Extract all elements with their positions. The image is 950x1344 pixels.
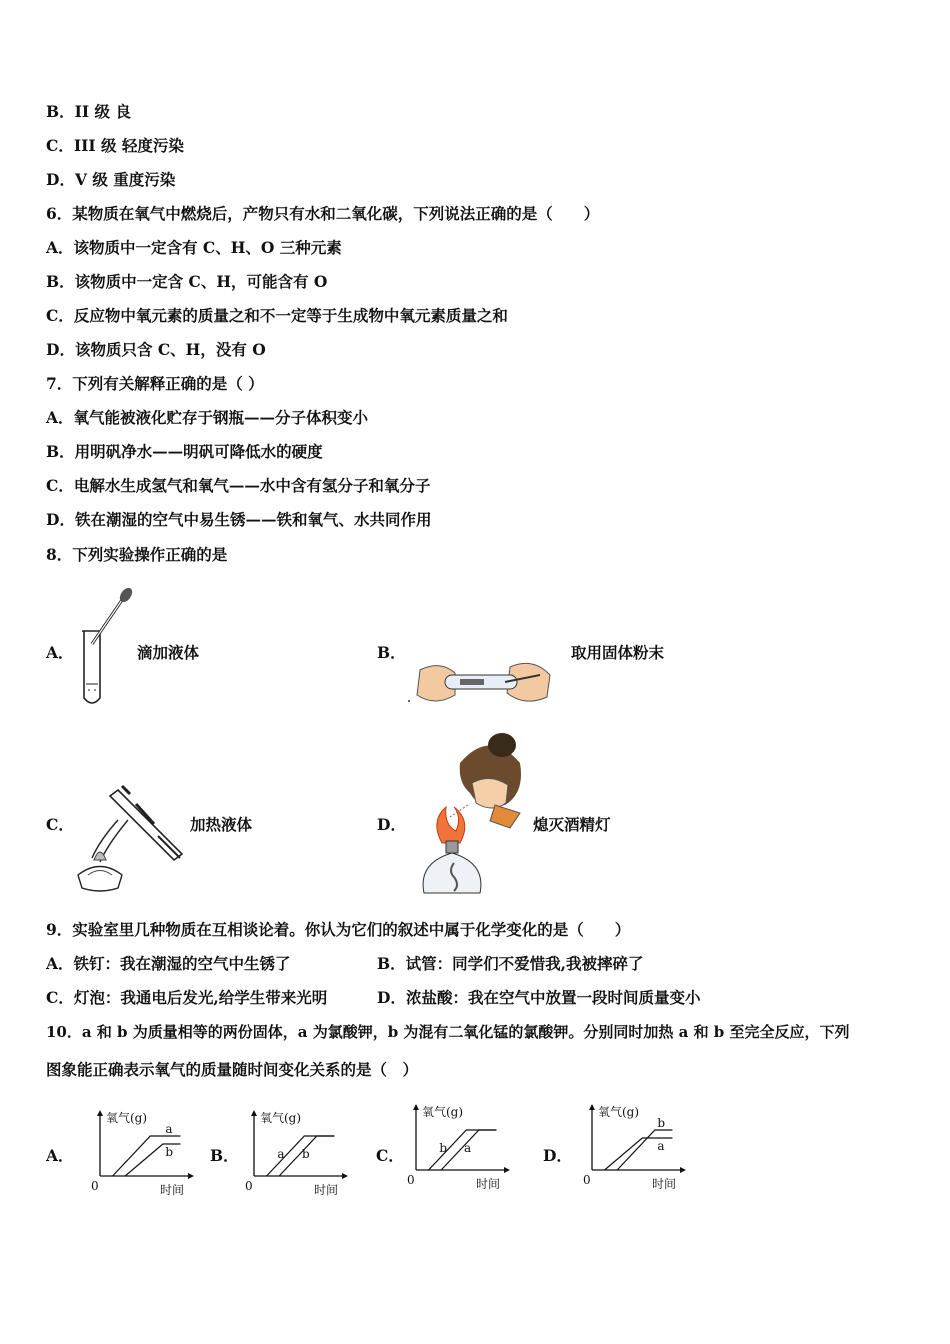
series-label-b: b	[165, 1145, 174, 1159]
y-axis-arrow	[251, 1110, 257, 1116]
x-axis-arrow	[342, 1173, 348, 1179]
question-7-option-d: D．铁在潮湿的空气中易生锈——铁和氧气、水共同作用	[46, 510, 432, 529]
x-axis-arrow	[680, 1167, 686, 1173]
series-label-a: a	[657, 1139, 665, 1153]
question-10-stem-line-1: 10．a 和 b 为质量相等的两份固体，a 为氯酸钾，b 为混有二氧化锰的氯酸钾。分别同时加热 a 和 b 至完全反应，下列	[46, 1023, 850, 1041]
x-axis-arrow	[504, 1167, 510, 1173]
origin-label: 0	[583, 1173, 591, 1187]
question-6-option-c: C．反应物中氧元素的质量之和不一定等于生成物中氧元素质量之和	[46, 306, 508, 325]
origin-label: 0	[407, 1173, 415, 1187]
q10-chart	[88, 1108, 198, 1210]
y-axis-label: 氧气(g)	[260, 1111, 302, 1125]
dropper-test-tube-illustration	[70, 586, 140, 711]
q10-chart-option-label: D．	[543, 1146, 572, 1165]
y-axis-label: 氧气(g)	[422, 1105, 464, 1119]
q8-option-a-caption: 滴加液体	[137, 643, 200, 662]
q8-option-a-label: A．	[46, 643, 74, 662]
option-d-line: D．V 级 重度污染	[46, 170, 176, 189]
series-label-b: b	[657, 1116, 666, 1130]
series-label-a: a	[165, 1122, 173, 1136]
origin-label: 0	[91, 1179, 99, 1193]
heating-liquid-illustration	[70, 780, 190, 895]
question-9-option-d: D．浓盐酸：我在空气中放置一段时间质量变小	[377, 988, 701, 1007]
question-9-option-a: A．铁钉：我在潮湿的空气中生锈了	[46, 954, 291, 973]
q8-option-b-caption: 取用固体粉末	[571, 643, 665, 662]
question-6-option-d: D．该物质只含 C、H，没有 O	[46, 340, 266, 359]
series-label-b: b	[302, 1147, 310, 1161]
q10-chart	[242, 1108, 352, 1210]
y-axis-arrow	[589, 1104, 595, 1110]
question-9-stem: 9．实验室里几种物质在互相谈论着。你认为它们的叙述中属于化学变化的是（ ）	[46, 920, 631, 939]
y-axis-arrow	[413, 1104, 419, 1110]
x-axis-label: 时间	[160, 1183, 185, 1197]
q8-option-d-caption: 熄灭酒精灯	[533, 815, 611, 834]
q10-chart-option-label: A．	[46, 1146, 74, 1165]
q8-option-b-label: B．	[377, 643, 406, 662]
question-7-option-a: A．氧气能被液化贮存于钢瓶——分子体积变小	[46, 408, 369, 427]
y-axis-arrow	[97, 1110, 103, 1116]
hands-test-tube-illustration	[405, 655, 560, 710]
question-7-option-c: C．电解水生成氢气和氧气——水中含有氢分子和氧分子	[46, 476, 431, 495]
q10-chart	[580, 1102, 690, 1204]
y-axis-label: 氧气(g)	[106, 1111, 148, 1125]
question-7-option-b: B．用明矾净水——明矾可降低水的硬度	[46, 442, 323, 461]
y-axis-label: 氧气(g)	[598, 1105, 640, 1119]
question-6-stem: 6．某物质在氧气中燃烧后，产物只有水和二氧化碳，下列说法正确的是（ ）	[46, 204, 600, 223]
question-6-option-a: A．该物质中一定含有 C、H、O 三种元素	[46, 238, 342, 257]
question-9-option-c: C．灯泡：我通电后发光,给学生带来光明	[46, 988, 328, 1007]
q8-option-d-label: D．	[377, 815, 406, 834]
question-8-stem: 8．下列实验操作正确的是	[46, 545, 228, 564]
q10-chart	[404, 1102, 514, 1204]
option-c-line: C．III 级 轻度污染	[46, 136, 184, 155]
blowing-alcohol-lamp-illustration	[410, 733, 535, 898]
q10-chart-option-label: C．	[376, 1146, 404, 1165]
q10-chart-option-label: B．	[210, 1146, 239, 1165]
q8-option-c-caption: 加热液体	[190, 815, 253, 834]
question-9-option-b: B．试管：同学们不爱惜我,我被摔碎了	[377, 954, 644, 973]
series-label-a: a	[464, 1141, 472, 1155]
x-axis-arrow	[188, 1173, 194, 1179]
x-axis-label: 时间	[314, 1183, 339, 1197]
question-6-option-b: B．该物质中一定含 C、H，可能含有 O	[46, 272, 328, 291]
series-label-b: b	[439, 1141, 448, 1155]
series-label-a: a	[277, 1147, 285, 1161]
x-axis-label: 时间	[476, 1177, 501, 1191]
x-axis-label: 时间	[652, 1177, 677, 1191]
option-b-line: B．II 级 良	[46, 102, 131, 121]
origin-label: 0	[245, 1179, 253, 1193]
q8-option-c-label: C．	[46, 815, 74, 834]
question-7-stem: 7．下列有关解释正确的是（ ）	[46, 374, 264, 393]
question-10-stem-line-2: 图象能正确表示氧气的质量随时间变化关系的是（ ）	[46, 1060, 419, 1079]
